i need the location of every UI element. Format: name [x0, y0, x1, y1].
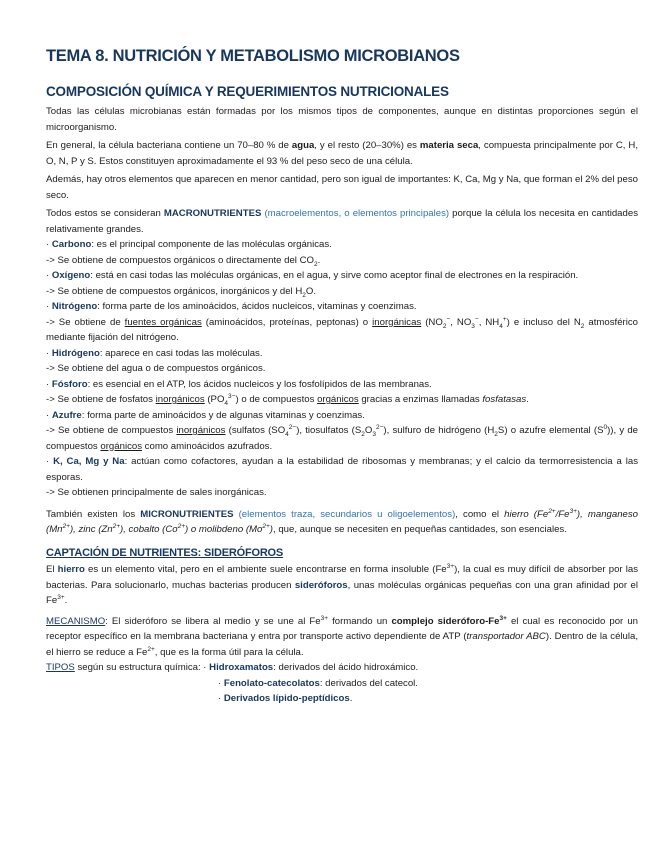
section-heading-composicion: COMPOSICIÓN QUÍMICA Y REQUERIMIENTOS NUTRICIONALES [46, 84, 449, 99]
mecanismo-label: MECANISMO [46, 615, 106, 627]
item-hidrogeno: · Hidrógeno: aparece en casi todas las moléculas. [46, 347, 263, 359]
item-k-ca-mg-na-source: -> Se obtienen principalmente de sales inorgánicas. [46, 487, 267, 498]
item-hidrogeno-source: -> Se obtiene del agua o de compuestos orgánicos. [46, 363, 266, 374]
item-fosforo-source: -> Se obtiene de fosfatos inorgánicos $(PO_4^{3-})$ o de compuestos orgánicos gracias a enzimas llamadas fosfatasas. [46, 392, 529, 407]
item-azufre-source: -> Se obtiene de compuestos inorgánicos (sulfatos $(SO_4^{2-})$, tiosulfatos $(S_2O_3^{2-})$, sulfuro de hidrógeno $(H_2S)$ o azufre elemental $(S^0)$), y de compuestos orgánicos como aminoácidos azufrados. [46, 423, 639, 452]
paragraph-mecanismo: MECANISMO: El sideróforo se libera al medio y se une al $Fe^{3+}$ formando un complejo sideróforo-$Fe^{3+}$ el cual es reconocido por un receptor específico en la membrana bacteriana y entra por transporte activo dependiente de ATP (transportador ABC). Dentro de la célula, el hierro se reduce a $Fe^{2+}$, que es la forma útil para la célula. [46, 614, 639, 658]
paragraph-intro: Todas las células microbianas están formadas por los mismos tipos de componentes, aunque en distintas proporciones según el microorganismo. [46, 106, 638, 133]
item-oxigeno-source: -> Se obtiene de compuestos orgánicos, inorgánicos y del $H_2O$. [46, 285, 317, 299]
paragraph-hierro: El hierro es un elemento vital, pero en el ambiente suele encontrarse en forma insoluble $(Fe^{3+})$, la cual es muy difícil de absorber por las bacterias. Para solucionarlo, muchas bacterias producen sideróforos, unas moléculas orgánicas pequeñas con una gran afinidad por el $Fe^{3+}$. [46, 562, 638, 606]
paragraph-macronutrientes: Todos estos se consideran MACRONUTRIENTES (macroelementos, o elementos principales) porque la célula los necesita en cantidades relativamente grandes. [46, 208, 638, 235]
document-body [46, 104, 638, 707]
item-k-ca-mg-na: · K, Ca, Mg y Na: actúan como cofactores, ayudan a la estabilidad de ribosomas y membranas; y el calcio da termorresistencia a las esporas. [46, 456, 638, 483]
tipos-line-1: TIPOS según su estructura química: · Hidroxamatos: derivados del ácido hidroxámico. [46, 662, 419, 673]
item-nitrogeno-source: -> Se obtiene de fuentes orgánicas (aminoácidos, proteínas, peptonas) o inorgánicas ($NO_2^-$, $NO_3^-$, $NH_4^+$) e incluso del $N_2$ atmosférico mediante fijación del nitrógeno. [46, 315, 639, 343]
tipos-line-2: · Fenolato-catecolatos: derivados del catecol. [218, 677, 418, 689]
paragraph-micronutrientes: También existen los MICRONUTRIENTES (elementos traza, secundarios u oligoelementos), como el hierro $(Fe^{2+}/Fe^{3+})$, manganeso $(Mn^{2+})$, zinc $(Zn^{2+})$, cobalto $(Co^{2+})$ o molibdeno $(Mo^{2+})$, que, aunque se necesiten en pequeñas cantidades, son esenciales. [46, 507, 639, 535]
tipos-label: TIPOS [46, 662, 75, 673]
item-nitrogeno: · Nitrógeno: forma parte de los aminoácidos, ácidos nucleicos, vitaminas y coenzimas. [46, 301, 417, 312]
paragraph-agua: En general, la célula bacteriana contiene un 70–80 % de agua, y el resto (20–30%) es materia seca, compuesta principalmente por C, H, O, N, P y S. Estos constituyen aproximadamente el 93 % del peso seco de una célula. [46, 140, 638, 167]
item-carbono-source: -> Se obtiene de compuestos orgánicos o directamente del $CO_2$. [46, 254, 321, 268]
item-carbono: · Carbono: es el principal componente de las moléculas orgánicas. [46, 239, 332, 250]
page-title: TEMA 8. NUTRICIÓN Y METABOLISMO MICROBIANOS [46, 47, 460, 65]
paragraph-otros-elementos: Además, hay otros elementos que aparecen en menor cantidad, pero son igual de importantes: K, Ca, Mg y Na, que forman el 2% del peso seco. [46, 174, 638, 201]
item-fosforo: · Fósforo: es esencial en el ATP, los ácidos nucleicos y los fosfolípidos de las membranas. [46, 378, 432, 390]
item-azufre: · Azufre: forma parte de aminoácidos y de algunas vitaminas y coenzimas. [46, 409, 365, 421]
item-oxigeno: · Oxígeno: está en casi todas las moléculas orgánicas, en el agua, y sirve como aceptor final de electrones en la respiración. [46, 270, 579, 281]
tipos-line-3: · Derivados lípido-peptídicos. [218, 693, 353, 704]
section-heading-sideroforos: CAPTACIÓN DE NUTRIENTES: SIDERÓFOROS [46, 546, 284, 559]
